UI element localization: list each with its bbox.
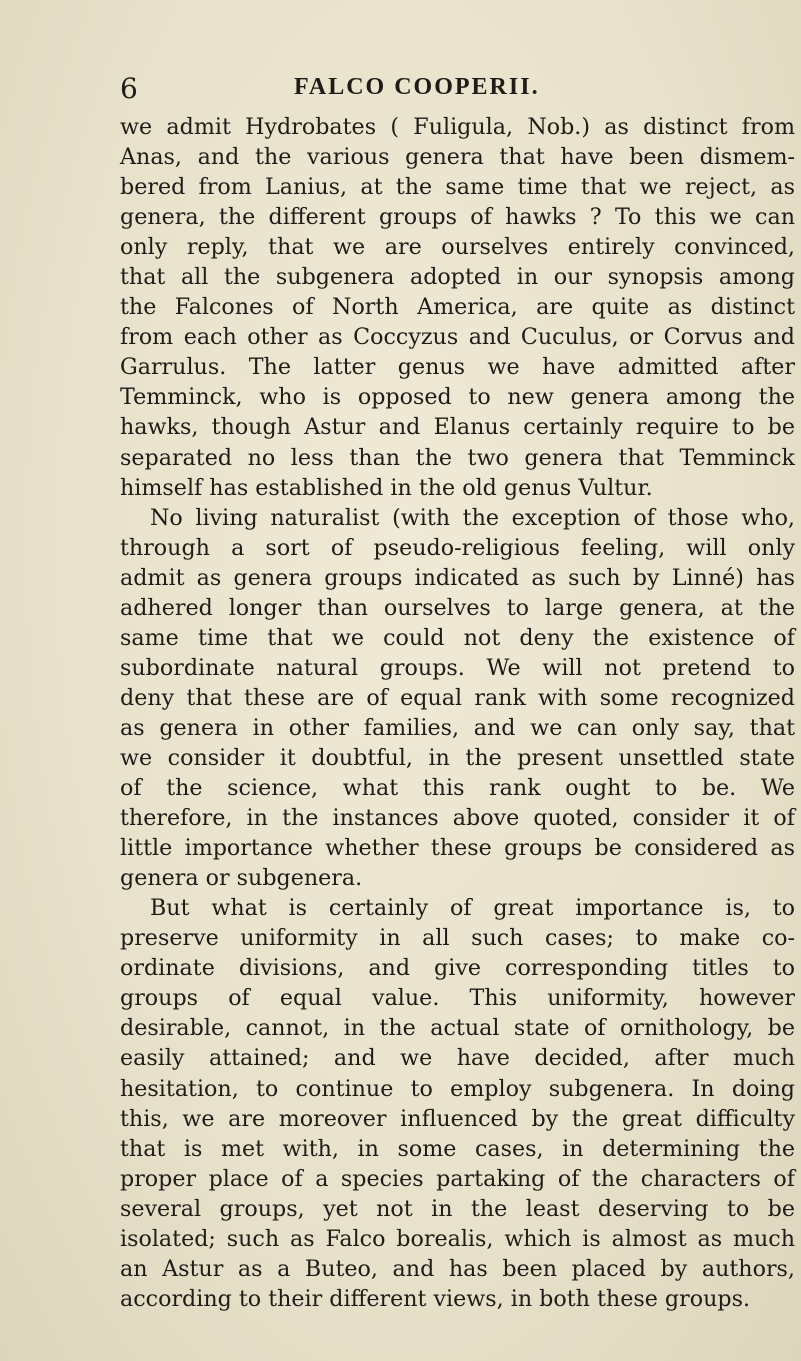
text-line: bered from Lanius, at the same time that we reject, as [120, 174, 795, 201]
text-line: desirable, cannot, in the actual state of ornithology, be [120, 1015, 795, 1042]
text-line: subordinate natural groups. We will not pretend to [120, 654, 795, 681]
text-line: we admit Hydrobates ( Fuligula, Nob.) as distinct from [120, 114, 795, 140]
text-line: Anas, and the various genera that have been dismem- [120, 144, 795, 171]
paragraph [120, 503, 795, 894]
text-line: deny that these are of equal rank with some recognized [120, 684, 795, 711]
text-line: little importance whether these groups be considered as [120, 835, 795, 862]
text-line: groups of equal value. This uniformity, however [120, 985, 795, 1012]
text-line: we consider it doubtful, in the present unsettled state [120, 744, 795, 771]
text-line: that is met with, in some cases, in determining the [120, 1135, 795, 1162]
text-line: easily attained; and we have decided, after much [120, 1045, 795, 1072]
text-line: adhered longer than ourselves to large genera, at the [120, 594, 795, 621]
text-line: hawks, though Astur and Elanus certainly require to be [120, 414, 795, 441]
text-line: But what is certainly of great importance is, to [150, 895, 795, 922]
paragraph [120, 893, 795, 1314]
text-line: an Astur as a Buteo, and has been placed by authors, [120, 1255, 795, 1282]
text-line: that all the subgenera adopted in our synopsis among [120, 264, 795, 291]
text-line: several groups, yet not in the least deserving to be [120, 1195, 795, 1222]
text-line: Temminck, who is opposed to new genera among the [120, 384, 795, 411]
text-line: himself has established in the old genus Vultur. [120, 474, 653, 501]
text-line: according to their different views, in both these groups. [120, 1285, 751, 1312]
text-line: preserve uniformity in all such cases; to make co- [120, 925, 795, 952]
text-line: proper place of a species partaking of the characters of [120, 1165, 795, 1192]
text-line: isolated; such as Falco borealis, which is almost as much [120, 1225, 795, 1252]
text-line: only reply, that we are ourselves entirely convinced, [120, 234, 795, 261]
text-line: of the science, what this rank ought to be. We [120, 775, 795, 802]
text-line: genera, the different groups of hawks ? To this we can [120, 204, 795, 231]
text-line: No living naturalist (with the exception of those who, [150, 504, 795, 531]
text-line: separated no less than the two genera that Temminck [120, 444, 795, 471]
text-line: the Falcones of North America, are quite as distinct [120, 294, 795, 321]
text-line: through a sort of pseudo-religious feeling, will only [120, 534, 795, 561]
text-line: genera or subgenera. [120, 865, 363, 892]
page-number: 6 [120, 72, 138, 105]
page-header [120, 72, 800, 112]
paragraph [120, 112, 795, 503]
text-line: from each other as Coccyzus and Cuculus, or Corvus and [120, 324, 795, 351]
text-line: ordinate divisions, and give corresponding titles to [120, 955, 795, 982]
text-line: as genera in other families, and we can only say, that [120, 714, 795, 741]
running-head: FALCO COOPERII. [294, 74, 540, 100]
text-line: Garrulus. The latter genus we have admitted after [120, 354, 795, 381]
text-line: hesitation, to continue to employ subgenera. In doing [120, 1075, 795, 1102]
text-line: this, we are moreover influenced by the great difficulty [120, 1105, 795, 1132]
body-text [120, 112, 795, 1314]
text-line: same time that we could not deny the existence of [120, 624, 795, 651]
text-line: therefore, in the instances above quoted, consider it of [120, 805, 795, 832]
text-line: admit as genera groups indicated as such by Linné) has [120, 564, 795, 591]
